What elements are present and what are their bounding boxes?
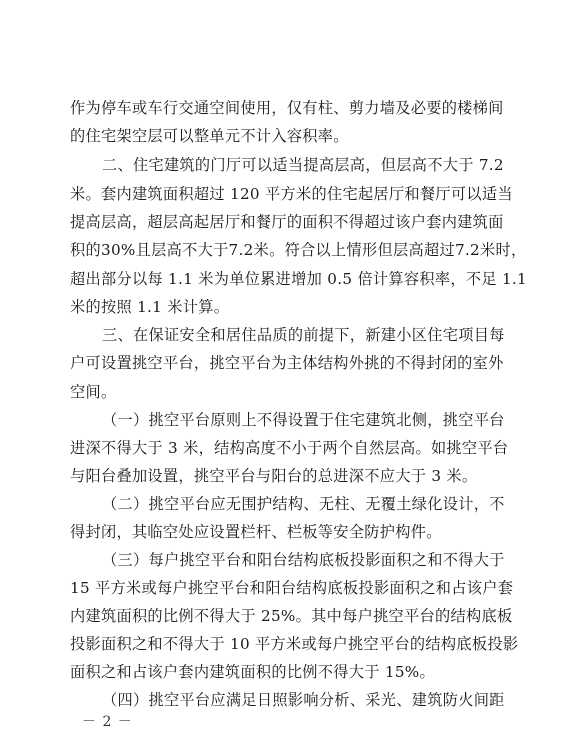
text-line: 内建筑面积的比例不得大于 25%。其中每户挑空平台的结构底板 [70,607,513,625]
subitem-2: （二）挑空平台应无围护结构、无柱、无覆土绿化设计，不 [102,495,505,513]
text-line: 超出部分以每 1.1 米为单位累进增加 0.5 倍计算容积率，不足 1.1 [70,270,528,288]
text-line: 户可设置挑空平台，挑空平台为主体结构外挑的不得封闭的室外 [70,354,504,372]
subitem-3: （三）每户挑空平台和阳台结构底板投影面积之和不得大于 [102,551,505,569]
text-line: 15 平方米或每户挑空平台和阳台结构底板投影面积之和占该户套 [70,579,514,597]
text-line: 米的按照 1.1 米计算。 [70,298,230,316]
text-line: 得封闭，其临空处应设置栏杆、栏板等安全防护构件。 [70,523,442,541]
paragraph-heading-2: 二、住宅建筑的门厅可以适当提高层高，但层高不大于 7.2 [102,156,504,174]
text-line: 与阳台叠加设置，挑空平台与阳台的总进深不应大于 3 米。 [70,467,478,485]
text-line: 空间。 [70,383,117,401]
text-line: 作为停车或车行交通空间使用，仅有柱、剪力墙及必要的楼梯间 [70,99,504,117]
paragraph-heading-3: 三、在保证安全和居住品质的前提下，新建小区住宅项目每 [102,326,505,344]
text-line: 投影面积之和不得大于 10 平方米或每户挑空平台的结构底板投影 [70,635,519,653]
text-line: 提高层高，超层高起居厅和餐厅的面积不得超过该户套内建筑面 [70,213,504,231]
page-number: － 2 － [82,714,133,730]
text-line: 的住宅架空层可以整单元不计入容积率。 [70,127,349,145]
subitem-1: （一）挑空平台原则上不得设置于住宅建筑北侧，挑空平台 [102,411,505,429]
text-line: 积的30%且层高不大于7.2米。符合以上情形但层高超过7.2米时， [70,241,527,259]
text-line: 米。套内建筑面积超过 120 平方米的住宅起居厅和餐厅可以适当 [70,185,513,203]
subitem-4: （四）挑空平台应满足日照影响分析、采光、建筑防火间距 [102,691,505,709]
text-line: 面积之和占该户套内建筑面积的比例不得大于 15%。 [70,663,436,681]
text-line: 进深不得大于 3 米，结构高度不小于两个自然层高。如挑空平台 [70,439,509,457]
